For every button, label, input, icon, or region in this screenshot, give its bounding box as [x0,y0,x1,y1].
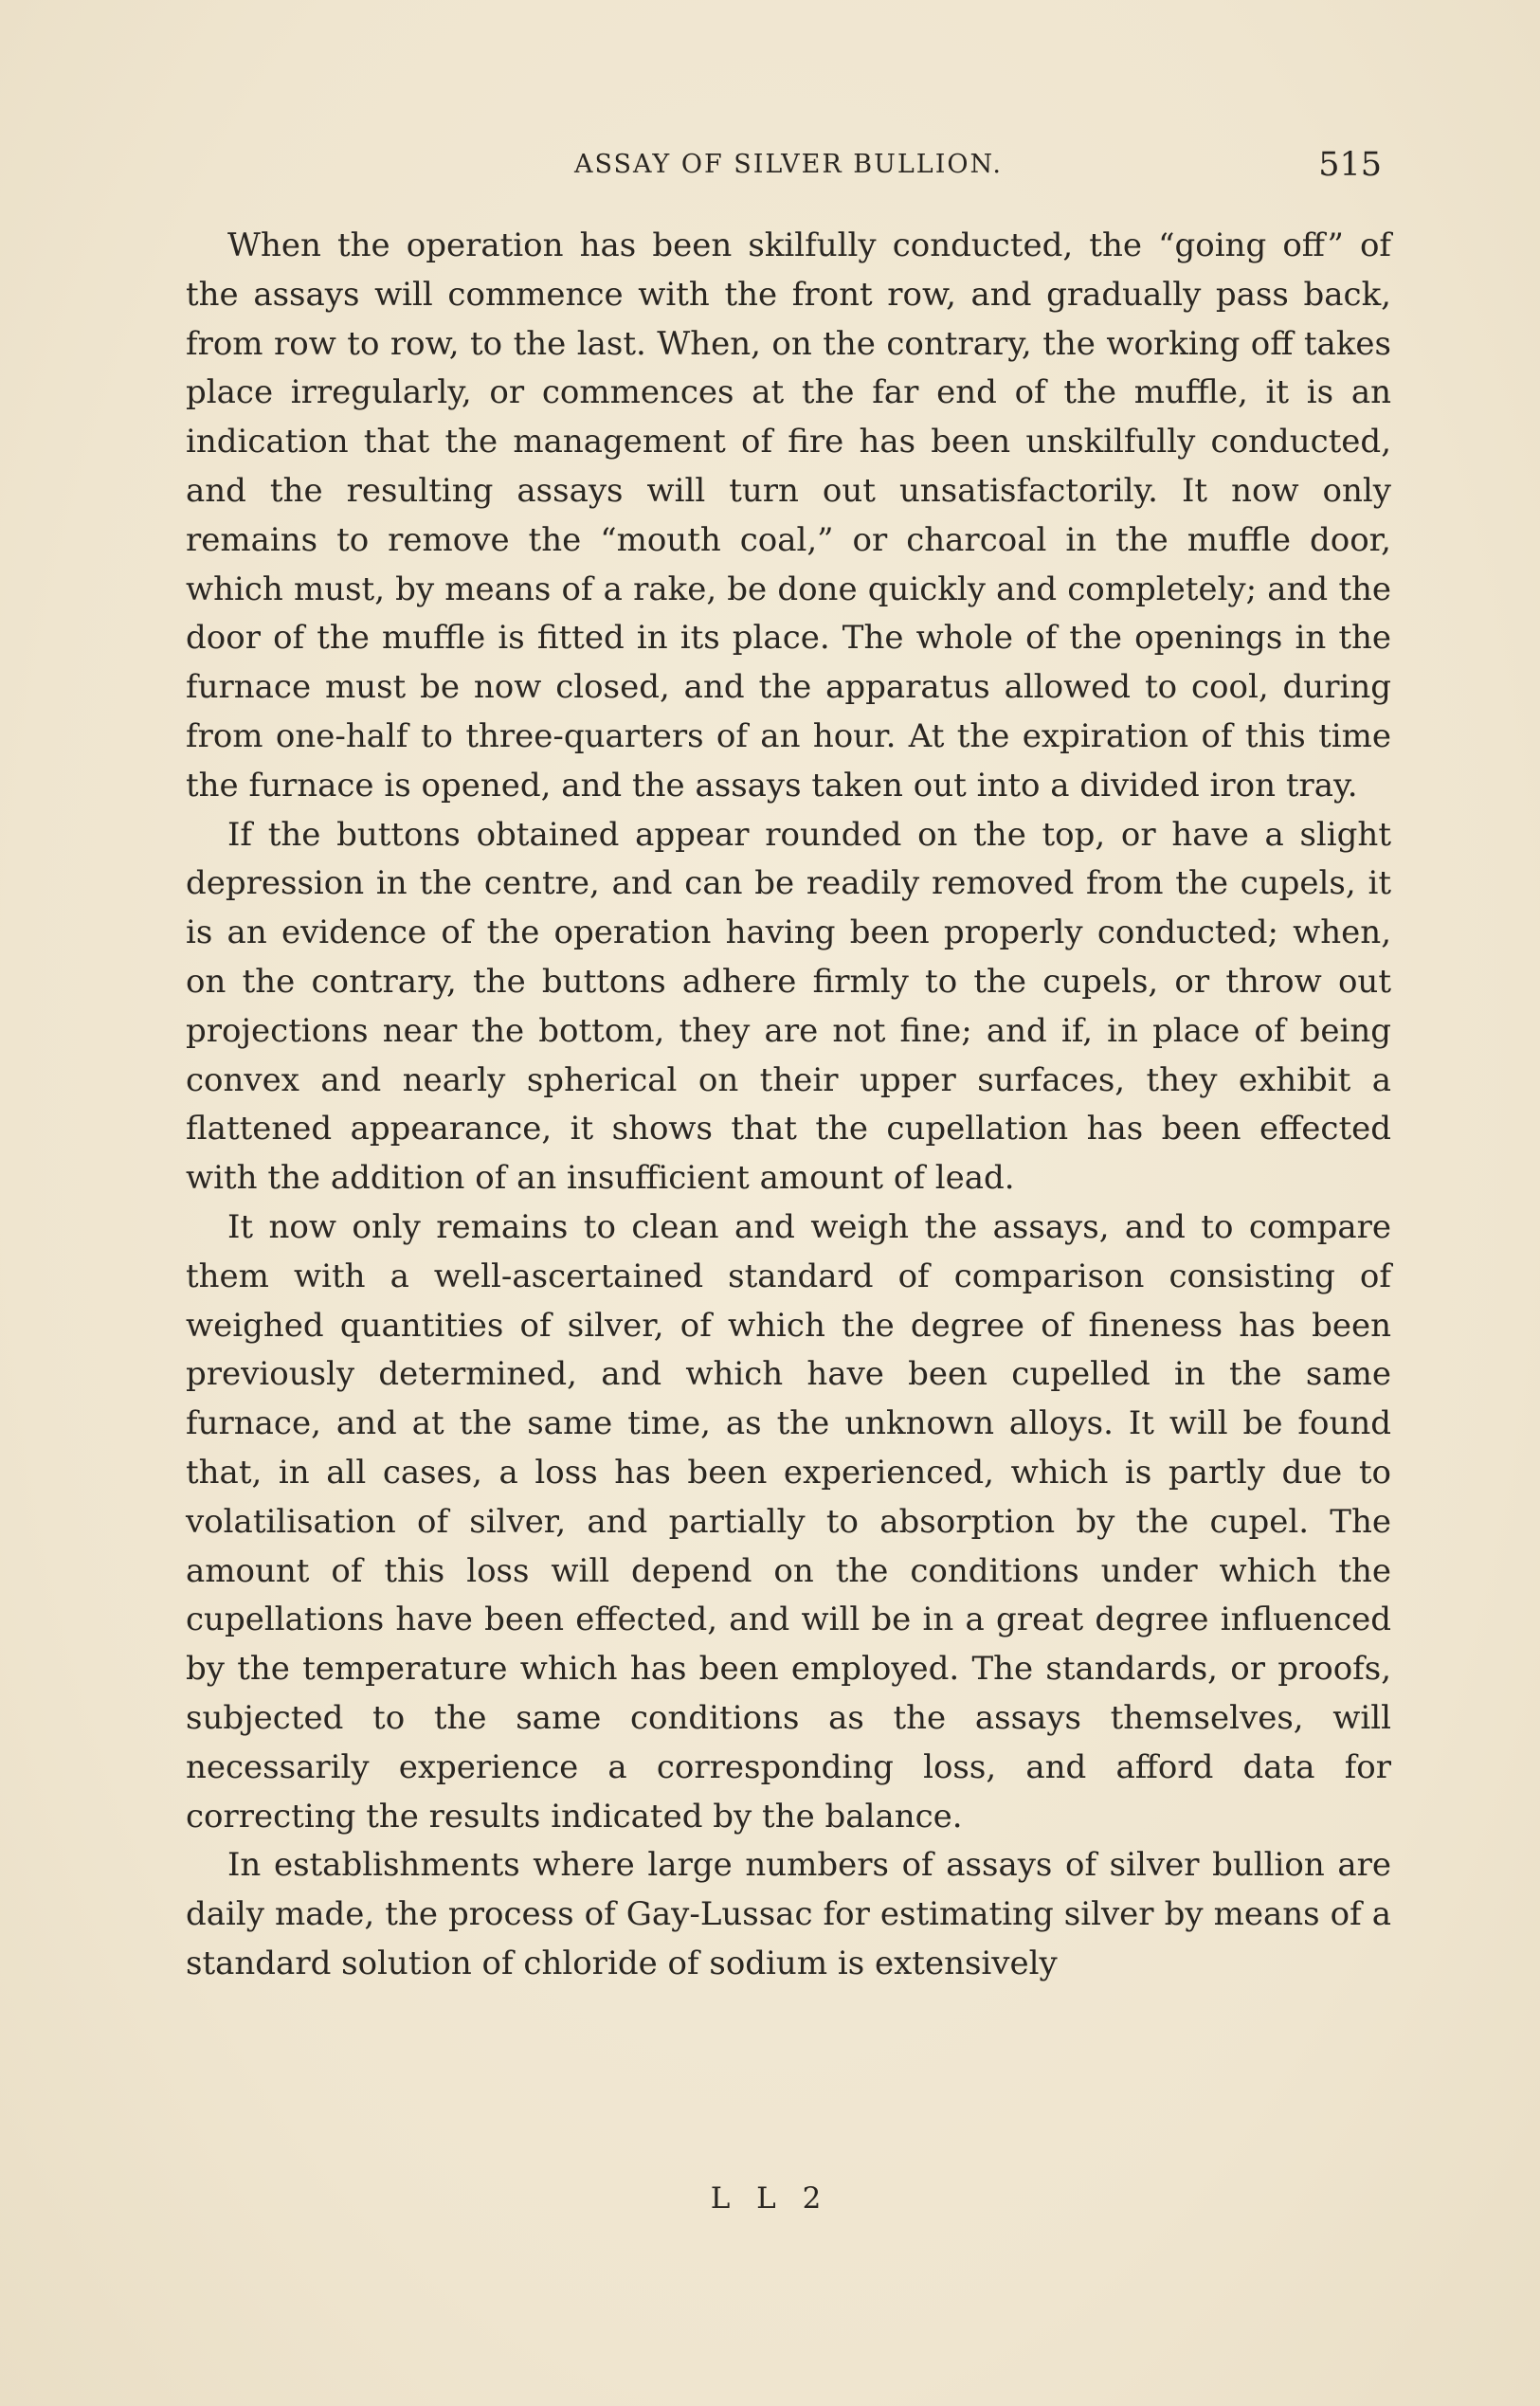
page-number: 515 [1318,146,1382,184]
paragraph: In establishments where large numbers of assays of silver bullion are daily made, the process of Gay-Lussac for estimating silver by means of a standard solution of chloride of sodium is extensively [186,1846,1391,1982]
body-text [186,222,1391,1989]
running-head: ASSAY OF SILVER BULLION. [573,150,1004,179]
paragraph: When the operation has been skilfully conducted, the “going off” of the assays will commence with the front row, and gradually pass back, from row to row, to the last. When, on the contrary, the working off takes place irregularly, or commences at the far end of the muffle, it is an indication that the management of fire has been unskilfully conducted, and the resulting assays will turn out unsatisfactorily. It now only remains to remove the “mouth coal,” or charcoal in the muffle door, which must, by means of a rake, be done quickly and completely; and the door of the muffle is fitted in its place. The whole of the openings in the furnace must be now closed, and the apparatus allowed to cool, during from one-half to three-quarters of an hour. At the expiration of this time the furnace is opened, and the assays taken out into a divided iron tray. [186,226,1391,805]
signature-mark: L L 2 [710,2181,830,2216]
paragraph: If the buttons obtained appear rounded on the top, or have a slight depression in the centre, and can be readily removed from the cupels, it is an evidence of the operation having been properly conducted; when, on the contrary, the buttons adhere firmly to the cupels, or throw out projections near the bottom, they are not fine; and if, in place of being convex and nearly spherical on their upper surfaces, they exhibit a flattened appearance, it shows that the cupellation has been effected with the addition of an insufficient amount of lead. [186,815,1391,1198]
page-header [186,146,1391,191]
paragraph: It now only remains to clean and weigh the assays, and to compare them with a well-ascertained standard of comparison consisting of weighed quantities of silver, of which the degree of fineness has been previously determined, and which have been cupelled in the same furnace, and at the same time, as the unknown alloys. It will be found that, in all cases, a loss has been experienced, which is partly due to volatilisation of silver, and partially to absorption by the cupel. The amount of this loss will depend on the conditions under which the cupellations have been effected, and will be in a great degree influenced by the temperature which has been employed. The standards, or proofs, subjected to the same conditions as the assays themselves, will necessarily experience a corresponding loss, and afford data for correcting the results indicated by the balance. [186,1207,1391,1836]
